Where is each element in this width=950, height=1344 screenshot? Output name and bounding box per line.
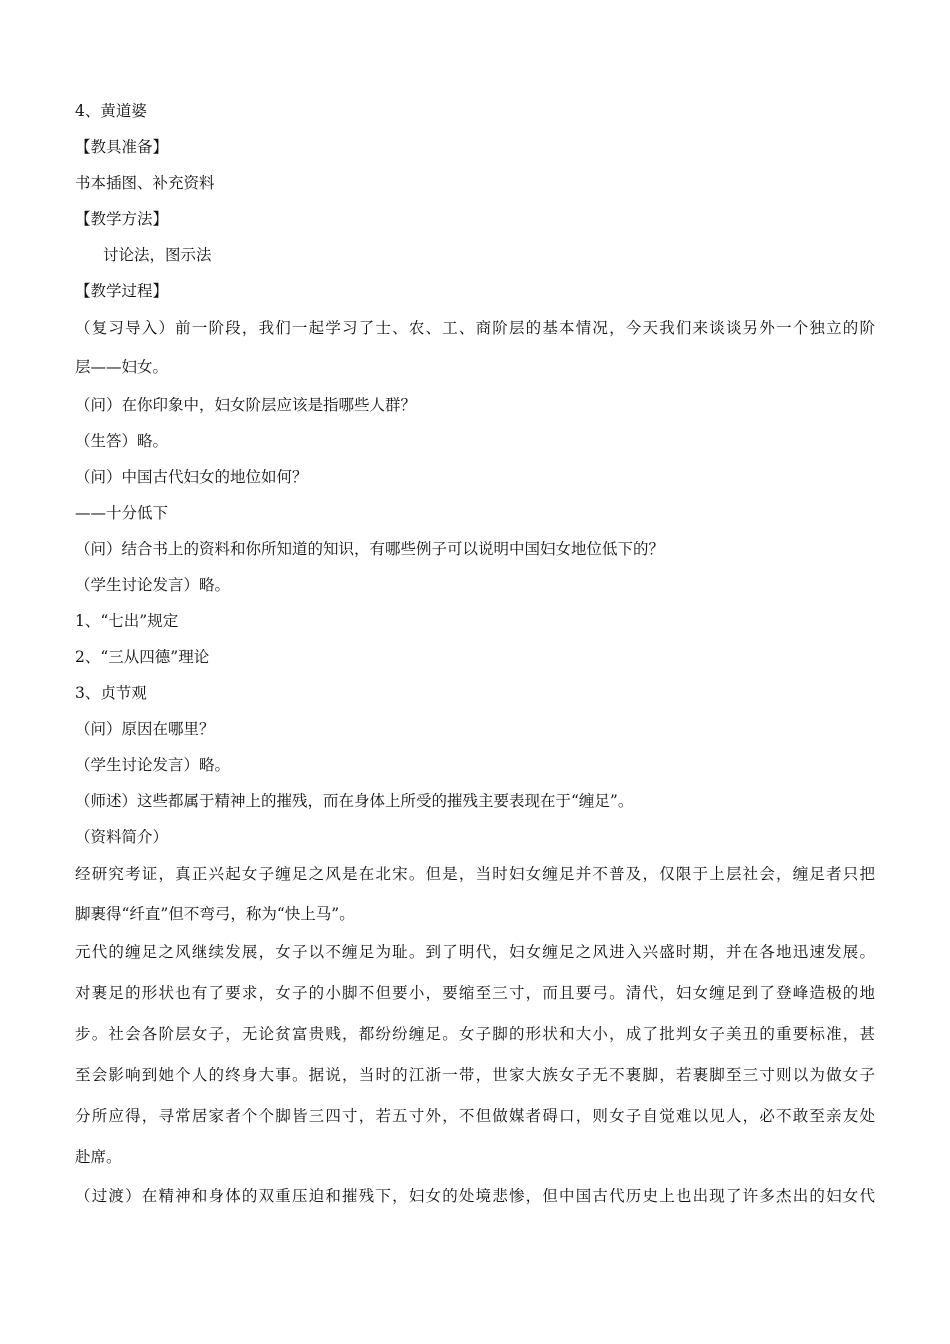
paragraph-line: 对裹足的形状也有了要求，女子的小脚不但要小，要缩至三寸，而且要弓。清代，妇女缠足到了登峰造极的地: [75, 984, 875, 1002]
paragraph-line: （学生讨论发言）略。: [75, 756, 231, 774]
paragraph-line: （资料简介）: [75, 828, 169, 846]
paragraph-line: 脚裹得“纤直”但不弯弓，称为“快上马”。: [75, 905, 355, 923]
paragraph-line: （问）原因在哪里？: [75, 720, 215, 738]
paragraph-line: 赴席。: [75, 1148, 122, 1166]
paragraph-line: 步。社会各阶层女子，无论贫富贵贱，都纷纷缠足。女子脚的形状和大小，成了批判女子美丑的重要标准，甚: [75, 1025, 875, 1043]
list-item: 3、贞节观: [75, 684, 147, 702]
teaching-methods-text: 讨论法，图示法: [103, 246, 212, 264]
paragraph-line: 元代的缠足之风继续发展，女子以不缠足为耻。到了明代，妇女缠足之风进入兴盛时期，并在各地迅速发展。: [75, 943, 875, 961]
paragraph-line: 分所应得，寻常居家者个个脚皆三四寸，若五寸外，不但做媒者碍口，则女子自觉难以见人，必不敢至亲友处: [75, 1107, 875, 1125]
paragraph-line: 层——妇女。: [75, 358, 169, 376]
paragraph-line: （生答）略。: [75, 432, 169, 450]
paragraph-line: （过渡）在精神和身体的双重压迫和摧残下，妇女的处境悲惨，但中国古代历史上也出现了许多杰出的妇女代: [75, 1187, 875, 1205]
paragraph-line: （学生讨论发言）略。: [75, 576, 231, 594]
paragraph-line: （问）中国古代妇女的地位如何？: [75, 468, 308, 486]
list-item-huang-daopo: 4、黄道婆: [75, 102, 147, 120]
paragraph-line: 至会影响到她个人的终身大事。据说，当时的江浙一带，世家大族女子无不裹脚，若裹脚至三寸则以为做女子: [75, 1066, 875, 1084]
paragraph-line: （问）结合书上的资料和你所知道的知识，有哪些例子可以说明中国妇女地位低下的？: [75, 540, 665, 558]
paragraph-line: ——十分低下: [75, 504, 169, 522]
section-heading-teaching-process: 【教学过程】: [75, 282, 169, 300]
list-item: 2、“三从四德”理论: [75, 648, 210, 666]
section-heading-teaching-methods: 【教学方法】: [75, 210, 169, 228]
section-heading-teaching-aids: 【教具准备】: [75, 138, 169, 156]
paragraph-line: （复习导入）前一阶段，我们一起学习了士、农、工、商阶层的基本情况，今天我们来谈谈另外一个独立的阶: [75, 319, 875, 337]
list-item: 1、“七出”规定: [75, 612, 179, 630]
paragraph-line: （师述）这些都属于精神上的摧残，而在身体上所受的摧残主要表现在于“缠足”。: [75, 792, 634, 810]
teaching-aids-text: 书本插图、补充资料: [75, 174, 215, 192]
paragraph-line: （问）在你印象中，妇女阶层应该是指哪些人群？: [75, 396, 417, 414]
paragraph-line: 经研究考证，真正兴起女子缠足之风是在北宋。但是，当时妇女缠足并不普及，仅限于上层社会，缠足者只把: [75, 865, 875, 883]
